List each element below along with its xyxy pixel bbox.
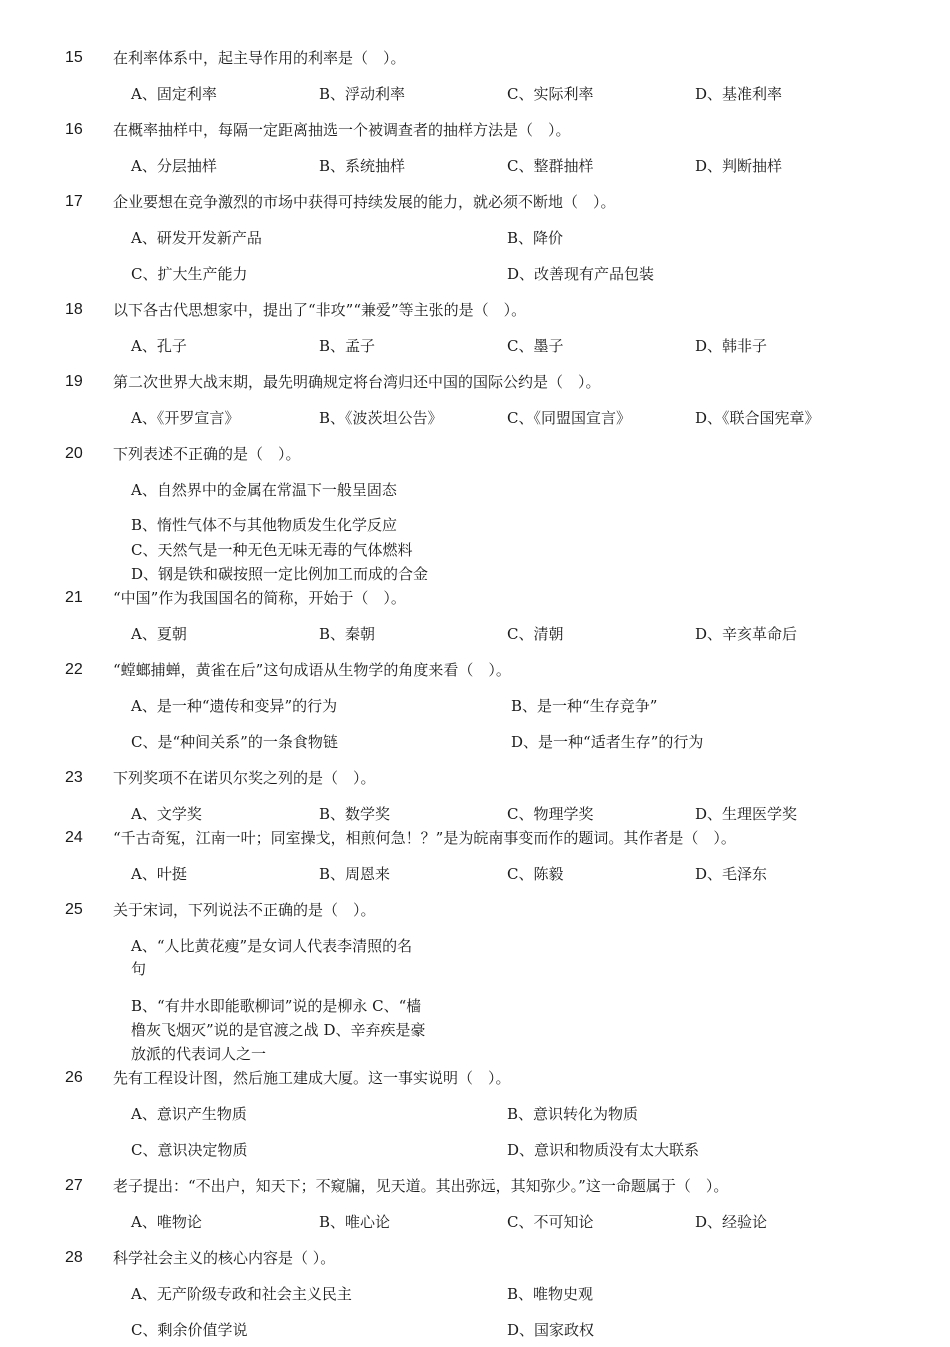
option-c: C、是“种间关系”的一条食物链 <box>131 733 338 751</box>
option-b: B、唯心论 <box>319 1213 391 1231</box>
option-d: D、辛亥革命后 <box>695 625 798 643</box>
option-d: D、《联合国宪章》 <box>695 409 820 427</box>
option-c: C、实际利率 <box>507 85 594 103</box>
option-text-line: 句 <box>131 960 147 978</box>
option-a: A、夏朝 <box>131 625 187 643</box>
option-b: B、是一种“生存竞争” <box>511 697 658 715</box>
option-c: C、整群抽样 <box>507 157 594 175</box>
question-number: 22 <box>65 661 83 678</box>
question-number: 23 <box>65 769 83 786</box>
option-d: D、毛泽东 <box>695 865 768 883</box>
option-d: D、钢是铁和碳按照一定比例加工而成的合金 <box>131 565 429 583</box>
option-a: A、是一种“遗传和变异”的行为 <box>131 697 338 715</box>
option-d: D、是一种“适者生存”的行为 <box>511 733 704 751</box>
question-stem: “螳螂捕蝉，黄雀在后”这句成语从生物学的角度来看（ ）。 <box>113 661 511 679</box>
option-b: B、数学奖 <box>319 805 391 823</box>
option-a: A、孔子 <box>131 337 187 355</box>
option-d: D、国家政权 <box>507 1321 595 1339</box>
option-d: D、意识和物质没有太大联系 <box>507 1141 700 1159</box>
question-number: 21 <box>65 589 83 606</box>
option-text-line: B、“有井水即能歌柳词”说的是柳永 C、“樯 <box>131 997 422 1015</box>
question-number: 24 <box>65 829 83 846</box>
option-c: C、天然气是一种无色无味无毒的气体燃料 <box>131 541 413 559</box>
question-number: 18 <box>65 301 83 318</box>
option-b: B、意识转化为物质 <box>507 1105 639 1123</box>
question-stem: 以下各古代思想家中，提出了“非攻”“兼爱”等主张的是（ ）。 <box>113 301 527 319</box>
option-c: C、剩余价值学说 <box>131 1321 248 1339</box>
question-stem: 在概率抽样中，每隔一定距离抽选一个被调查者的抽样方法是（ ）。 <box>113 121 571 139</box>
option-c: C、陈毅 <box>507 865 564 883</box>
question-stem: 先有工程设计图，然后施工建成大厦。这一事实说明（ ）。 <box>113 1069 511 1087</box>
option-b: B、系统抽样 <box>319 157 406 175</box>
option-b: B、唯物史观 <box>507 1285 594 1303</box>
option-a: A、唯物论 <box>131 1213 202 1231</box>
option-c: C、墨子 <box>507 337 564 355</box>
option-b: B、秦朝 <box>319 625 376 643</box>
option-b: B、惰性气体不与其他物质发生化学反应 <box>131 516 398 534</box>
option-d: D、判断抽样 <box>695 157 783 175</box>
question-stem: 企业要想在竞争激烈的市场中获得可持续发展的能力，就必须不断地（ ）。 <box>113 193 616 211</box>
option-a: A、固定利率 <box>131 85 217 103</box>
option-a: A、分层抽样 <box>131 157 217 175</box>
option-c: C、《同盟国宣言》 <box>507 409 631 427</box>
question-stem: 下列奖项不在诺贝尔奖之列的是（ ）。 <box>113 769 376 787</box>
option-b: B、降价 <box>507 229 564 247</box>
question-stem: “中国”作为我国国名的简称，开始于（ ）。 <box>113 589 406 607</box>
question-number: 28 <box>65 1249 83 1266</box>
question-number: 15 <box>65 49 83 66</box>
option-text-line: 放派的代表词人之一 <box>131 1045 267 1063</box>
option-a: A、叶挺 <box>131 865 187 883</box>
question-stem: 在利率体系中，起主导作用的利率是（ ）。 <box>113 49 406 67</box>
option-d: D、生理医学奖 <box>695 805 798 823</box>
option-d: D、改善现有产品包装 <box>507 265 655 283</box>
option-a: A、文学奖 <box>131 805 202 823</box>
question-number: 26 <box>65 1069 83 1086</box>
option-a: A、意识产生物质 <box>131 1105 247 1123</box>
option-b: B、《波茨坦公告》 <box>319 409 443 427</box>
option-c: C、物理学奖 <box>507 805 594 823</box>
option-text-line: A、“人比黄花瘦”是女词人代表李清照的名 <box>131 937 413 955</box>
question-number: 19 <box>65 373 83 390</box>
option-d: D、经验论 <box>695 1213 768 1231</box>
option-text-line: 橹灰飞烟灭”说的是官渡之战 D、辛弃疾是豪 <box>131 1021 426 1039</box>
option-c: C、扩大生产能力 <box>131 265 248 283</box>
option-c: C、清朝 <box>507 625 564 643</box>
option-c: C、不可知论 <box>507 1213 594 1231</box>
question-stem: 老子提出：“不出户，知天下；不窥牖，见天道。其出弥远，其知弥少。”这一命题属于（ ）。 <box>113 1177 729 1195</box>
question-number: 25 <box>65 901 83 918</box>
option-d: D、韩非子 <box>695 337 768 355</box>
question-number: 16 <box>65 121 83 138</box>
option-a: A、《开罗宣言》 <box>131 409 240 427</box>
option-c: C、意识决定物质 <box>131 1141 248 1159</box>
question-stem: 科学社会主义的核心内容是（ ）。 <box>113 1249 336 1267</box>
question-stem: 下列表述不正确的是（ ）。 <box>113 445 301 463</box>
question-stem: 第二次世界大战末期，最先明确规定将台湾归还中国的国际公约是（ ）。 <box>113 373 601 391</box>
option-a: A、自然界中的金属在常温下一般呈固态 <box>131 481 397 499</box>
option-d: D、基准利率 <box>695 85 783 103</box>
question-number: 17 <box>65 193 83 210</box>
option-b: B、浮动利率 <box>319 85 406 103</box>
option-a: A、研发开发新产品 <box>131 229 262 247</box>
question-stem: 关于宋词，下列说法不正确的是（ ）。 <box>113 901 376 919</box>
option-a: A、无产阶级专政和社会主义民主 <box>131 1285 352 1303</box>
question-stem: “千古奇冤，江南一叶；同室操戈，相煎何急！？”是为皖南事变而作的题词。其作者是（ ）。 <box>113 829 736 847</box>
question-number: 27 <box>65 1177 83 1194</box>
option-b: B、孟子 <box>319 337 376 355</box>
question-number: 20 <box>65 445 83 462</box>
option-b: B、周恩来 <box>319 865 391 883</box>
